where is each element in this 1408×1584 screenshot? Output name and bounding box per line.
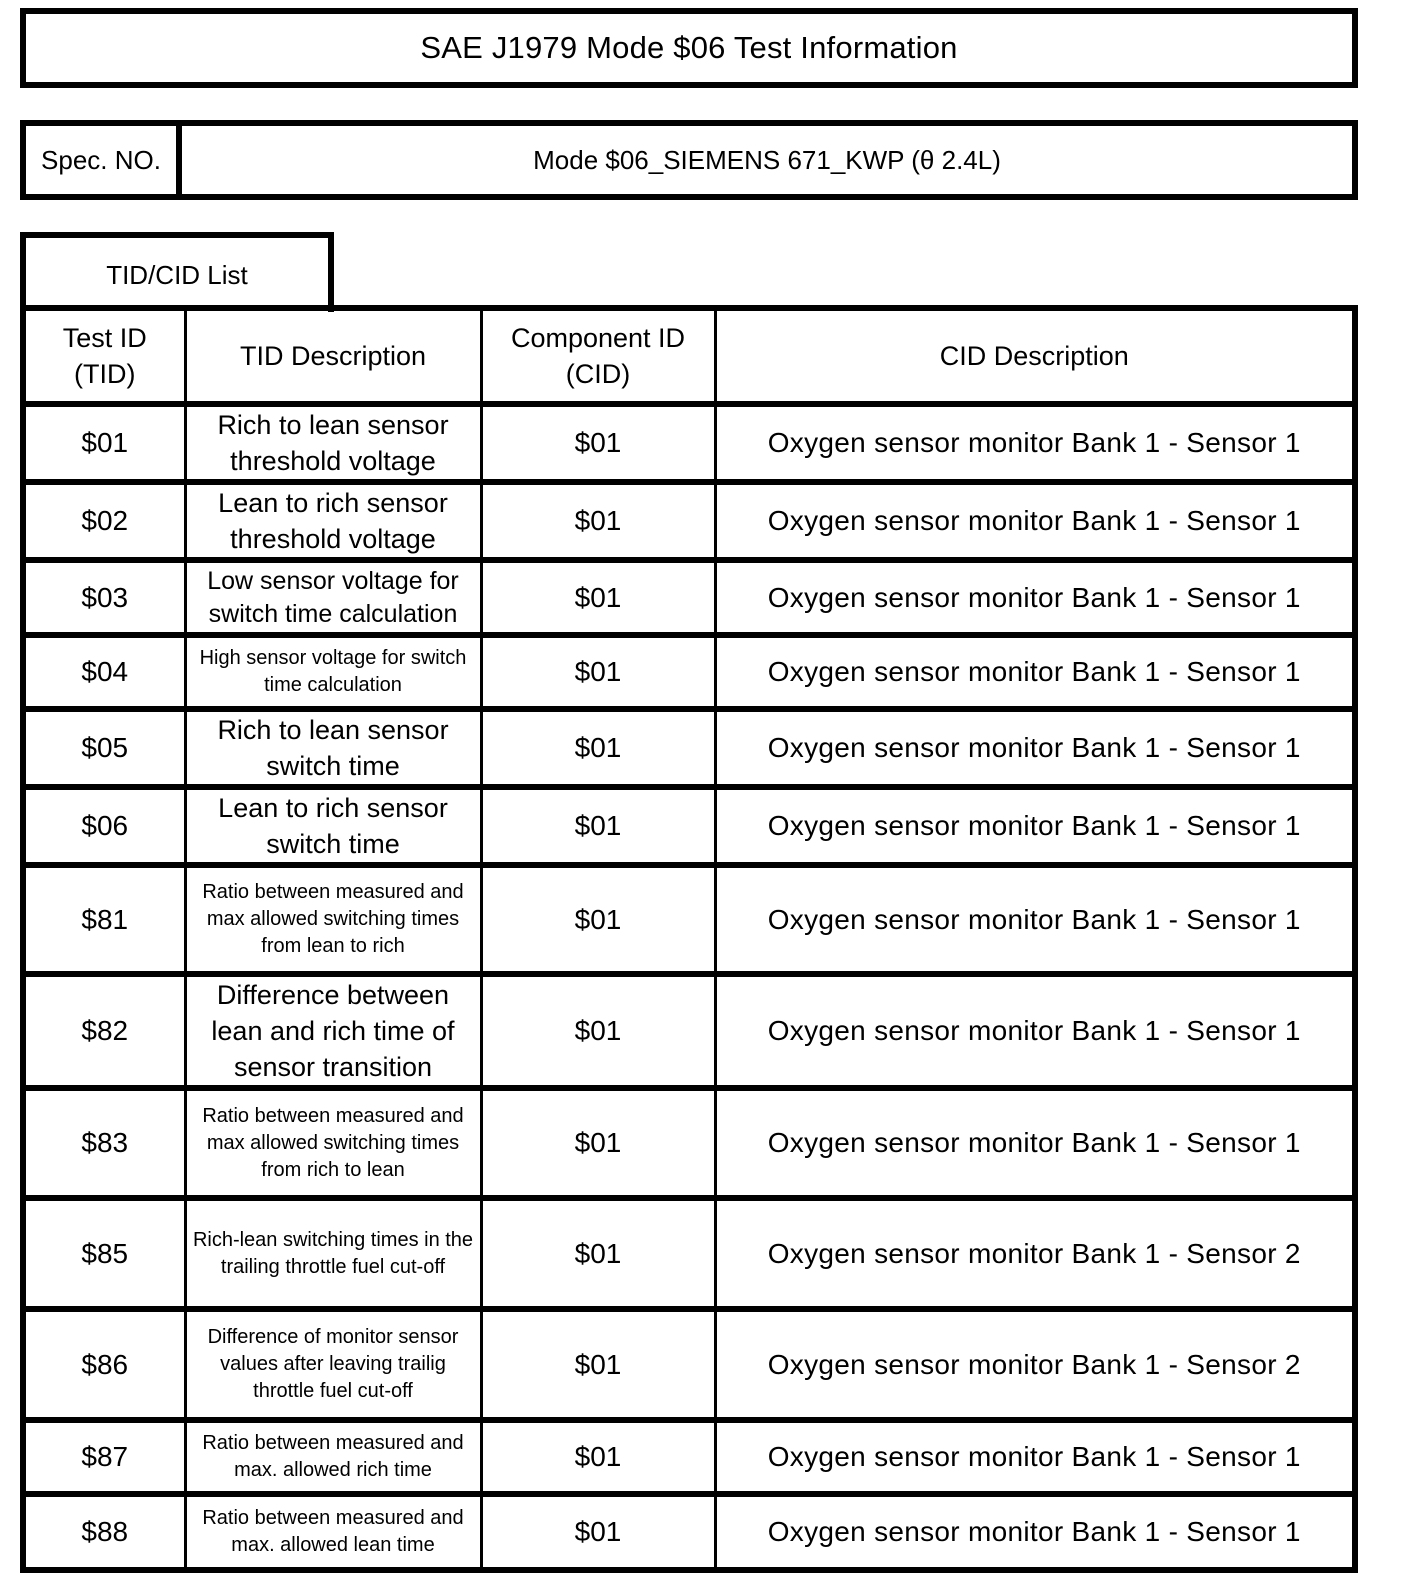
tid-cell: $06 <box>23 787 185 865</box>
table-row <box>23 865 1355 974</box>
tid-description-cell: Lean to rich sensor switch time <box>185 787 481 865</box>
cid-cell: $01 <box>481 635 715 709</box>
document-title: SAE J1979 Mode $06 Test Information <box>420 30 958 65</box>
cid-description-cell: Oxygen sensor monitor Bank 1 - Sensor 1 <box>715 1088 1355 1198</box>
header-component-id-line2: (CID) <box>565 359 631 389</box>
cid-cell: $01 <box>481 787 715 865</box>
cid-description-cell: Oxygen sensor monitor Bank 1 - Sensor 1 <box>715 635 1355 709</box>
document-title-box <box>20 8 1358 88</box>
table-row <box>23 1088 1355 1198</box>
header-test-id-line1: Test ID <box>62 323 147 353</box>
table-header-row <box>23 308 1355 404</box>
tid-description-cell: Low sensor voltage for switch time calculation <box>185 560 481 635</box>
tid-description-cell: Ratio between measured and max allowed switching times from rich to lean <box>185 1088 481 1198</box>
tid-cid-table <box>20 305 1358 1573</box>
tid-cell: $03 <box>23 560 185 635</box>
cid-cell: $01 <box>481 1494 715 1570</box>
header-tid-description: TID Description <box>185 308 481 404</box>
table-row <box>23 787 1355 865</box>
spec-number-value: Mode $06_SIEMENS 671_KWP (θ 2.4L) <box>533 144 1001 175</box>
tid-description-cell: Difference of monitor sensor values after leaving trailig throttle fuel cut-off <box>185 1309 481 1420</box>
table-row <box>23 560 1355 635</box>
cid-description-cell: Oxygen sensor monitor Bank 1 - Sensor 2 <box>715 1198 1355 1309</box>
cid-description-cell: Oxygen sensor monitor Bank 1 - Sensor 1 <box>715 865 1355 974</box>
cid-cell: $01 <box>481 404 715 482</box>
tid-cell: $86 <box>23 1309 185 1420</box>
cid-cell: $01 <box>481 709 715 787</box>
tid-cell: $85 <box>23 1198 185 1309</box>
tid-cell: $02 <box>23 482 185 560</box>
table-row <box>23 482 1355 560</box>
tid-description-cell: Rich to lean sensor threshold voltage <box>185 404 481 482</box>
cid-description-cell: Oxygen sensor monitor Bank 1 - Sensor 1 <box>715 482 1355 560</box>
tid-cell: $82 <box>23 974 185 1088</box>
table-row <box>23 1494 1355 1570</box>
cid-description-cell: Oxygen sensor monitor Bank 1 - Sensor 1 <box>715 404 1355 482</box>
tid-cid-list-tab: TID/CID List <box>20 232 334 312</box>
tid-cell: $87 <box>23 1420 185 1494</box>
tid-description-cell: Difference between lean and rich time of sensor transition <box>185 974 481 1088</box>
tid-cell: $81 <box>23 865 185 974</box>
table-row <box>23 1198 1355 1309</box>
tid-description-cell: Rich to lean sensor switch time <box>185 709 481 787</box>
tid-description-cell: Ratio between measured and max allowed switching times from lean to rich <box>185 865 481 974</box>
cid-cell: $01 <box>481 1420 715 1494</box>
cid-description-cell: Oxygen sensor monitor Bank 1 - Sensor 1 <box>715 1494 1355 1570</box>
table-row <box>23 974 1355 1088</box>
header-test-id-line2: (TID) <box>74 359 136 389</box>
cid-cell: $01 <box>481 974 715 1088</box>
tid-cell: $05 <box>23 709 185 787</box>
table-row <box>23 709 1355 787</box>
tid-description-cell: Lean to rich sensor threshold voltage <box>185 482 481 560</box>
header-cid-description: CID Description <box>715 308 1355 404</box>
tid-description-cell: High sensor voltage for switch time calculation <box>185 635 481 709</box>
spec-number-box <box>20 120 1358 200</box>
cid-description-cell: Oxygen sensor monitor Bank 1 - Sensor 1 <box>715 560 1355 635</box>
cid-cell: $01 <box>481 560 715 635</box>
cid-cell: $01 <box>481 865 715 974</box>
cid-cell: $01 <box>481 1198 715 1309</box>
tid-description-cell: Ratio between measured and max. allowed lean time <box>185 1494 481 1570</box>
cid-description-cell: Oxygen sensor monitor Bank 1 - Sensor 1 <box>715 974 1355 1088</box>
tid-cell: $83 <box>23 1088 185 1198</box>
header-component-id <box>481 308 715 404</box>
tid-cell: $04 <box>23 635 185 709</box>
spec-number-label: Spec. NO. <box>26 126 182 194</box>
header-test-id <box>23 308 185 404</box>
cid-description-cell: Oxygen sensor monitor Bank 1 - Sensor 1 <box>715 1420 1355 1494</box>
tid-description-cell: Rich-lean switching times in the trailing throttle fuel cut-off <box>185 1198 481 1309</box>
tid-cell: $88 <box>23 1494 185 1570</box>
cid-description-cell: Oxygen sensor monitor Bank 1 - Sensor 1 <box>715 709 1355 787</box>
header-component-id-line1: Component ID <box>510 323 686 353</box>
cid-cell: $01 <box>481 1309 715 1420</box>
table-row <box>23 1420 1355 1494</box>
tid-cell: $01 <box>23 404 185 482</box>
cid-cell: $01 <box>481 1088 715 1198</box>
cid-description-cell: Oxygen sensor monitor Bank 1 - Sensor 2 <box>715 1309 1355 1420</box>
table-row <box>23 404 1355 482</box>
table-row <box>23 1309 1355 1420</box>
tid-description-cell: Ratio between measured and max. allowed rich time <box>185 1420 481 1494</box>
cid-description-cell: Oxygen sensor monitor Bank 1 - Sensor 1 <box>715 787 1355 865</box>
cid-cell: $01 <box>481 482 715 560</box>
table-row <box>23 635 1355 709</box>
